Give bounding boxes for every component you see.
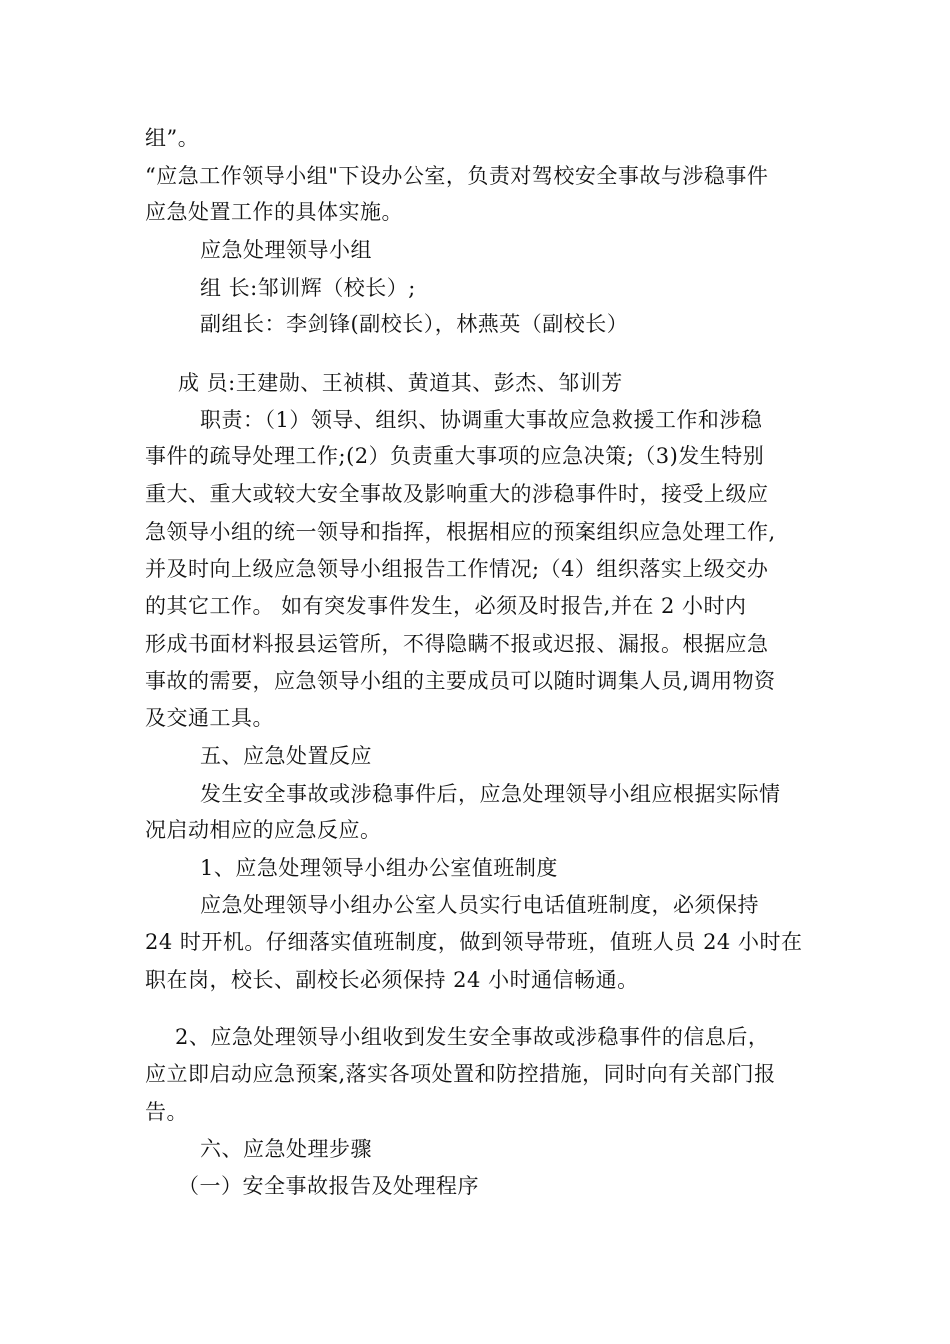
section-heading: 应急处理领导小组	[200, 238, 372, 262]
text-line: 24 时开机。仔细落实值班制度，做到领导带班，值班人员 24 小时在	[145, 930, 803, 954]
text-line: 的其它工作。 如有突发事件发生，必须及时报告,并在 2 小时内	[145, 594, 747, 618]
text-line: 告。	[145, 1100, 188, 1124]
text-line: 应急处置工作的具体实施。	[145, 200, 403, 224]
section-heading: 六、应急处理步骤	[200, 1137, 372, 1161]
text-line: 发生安全事故或涉稳事件后，应急处理领导小组应根据实际情	[200, 782, 781, 806]
text-line: 及交通工具。	[145, 706, 274, 730]
section-heading: 五、应急处置反应	[200, 744, 372, 768]
text-line: 成 员:王建勋、王祯棋、黄道其、彭杰、邹训芳	[178, 371, 623, 395]
section-heading: （一）安全事故报告及处理程序	[178, 1174, 479, 1198]
text-line: “应急工作领导小组"下设办公室，负责对驾校安全事故与涉稳事件	[145, 164, 769, 188]
text-line: 重大、重大或较大安全事故及影响重大的涉稳事件时，接受上级应	[145, 482, 769, 506]
text-line: 职在岗，校长、副校长必须保持 24 小时通信畅通。	[145, 968, 639, 992]
text-line: 况启动相应的应急反应。	[145, 818, 382, 842]
text-line: 副组长：李剑锋(副校长），林燕英（副校长）	[200, 312, 629, 336]
text-line: 组”。	[145, 126, 200, 150]
text-line: 应急处理领导小组办公室人员实行电话值班制度，必须保持	[200, 893, 759, 917]
text-line: 事故的需要，应急领导小组的主要成员可以随时调集人员,调用物资	[145, 669, 776, 693]
text-line: 并及时向上级应急领导小组报告工作情况;（4）组织落实上级交办	[145, 557, 769, 581]
text-line: 事件的疏导处理工作;(2）负责重大事项的应急决策;（3)发生特别	[145, 444, 765, 468]
text-line: 形成书面材料报县运管所，不得隐瞒不报或迟报、漏报。根据应急	[145, 632, 769, 656]
text-line: 2、应急处理领导小组收到发生安全事故或涉稳事件的信息后，	[175, 1025, 770, 1049]
section-heading: 1、应急处理领导小组办公室值班制度	[200, 856, 558, 880]
text-line: 急领导小组的统一领导和指挥，根据相应的预案组织应急处理工作,	[145, 520, 776, 544]
text-line: 组 长:邹训辉（校长）;	[200, 276, 416, 300]
text-line: 职责：（1）领导、组织、协调重大事故应急救援工作和涉稳	[200, 408, 763, 432]
text-line: 应立即启动应急预案,落实各项处置和防控措施，同时向有关部门报	[145, 1062, 776, 1086]
